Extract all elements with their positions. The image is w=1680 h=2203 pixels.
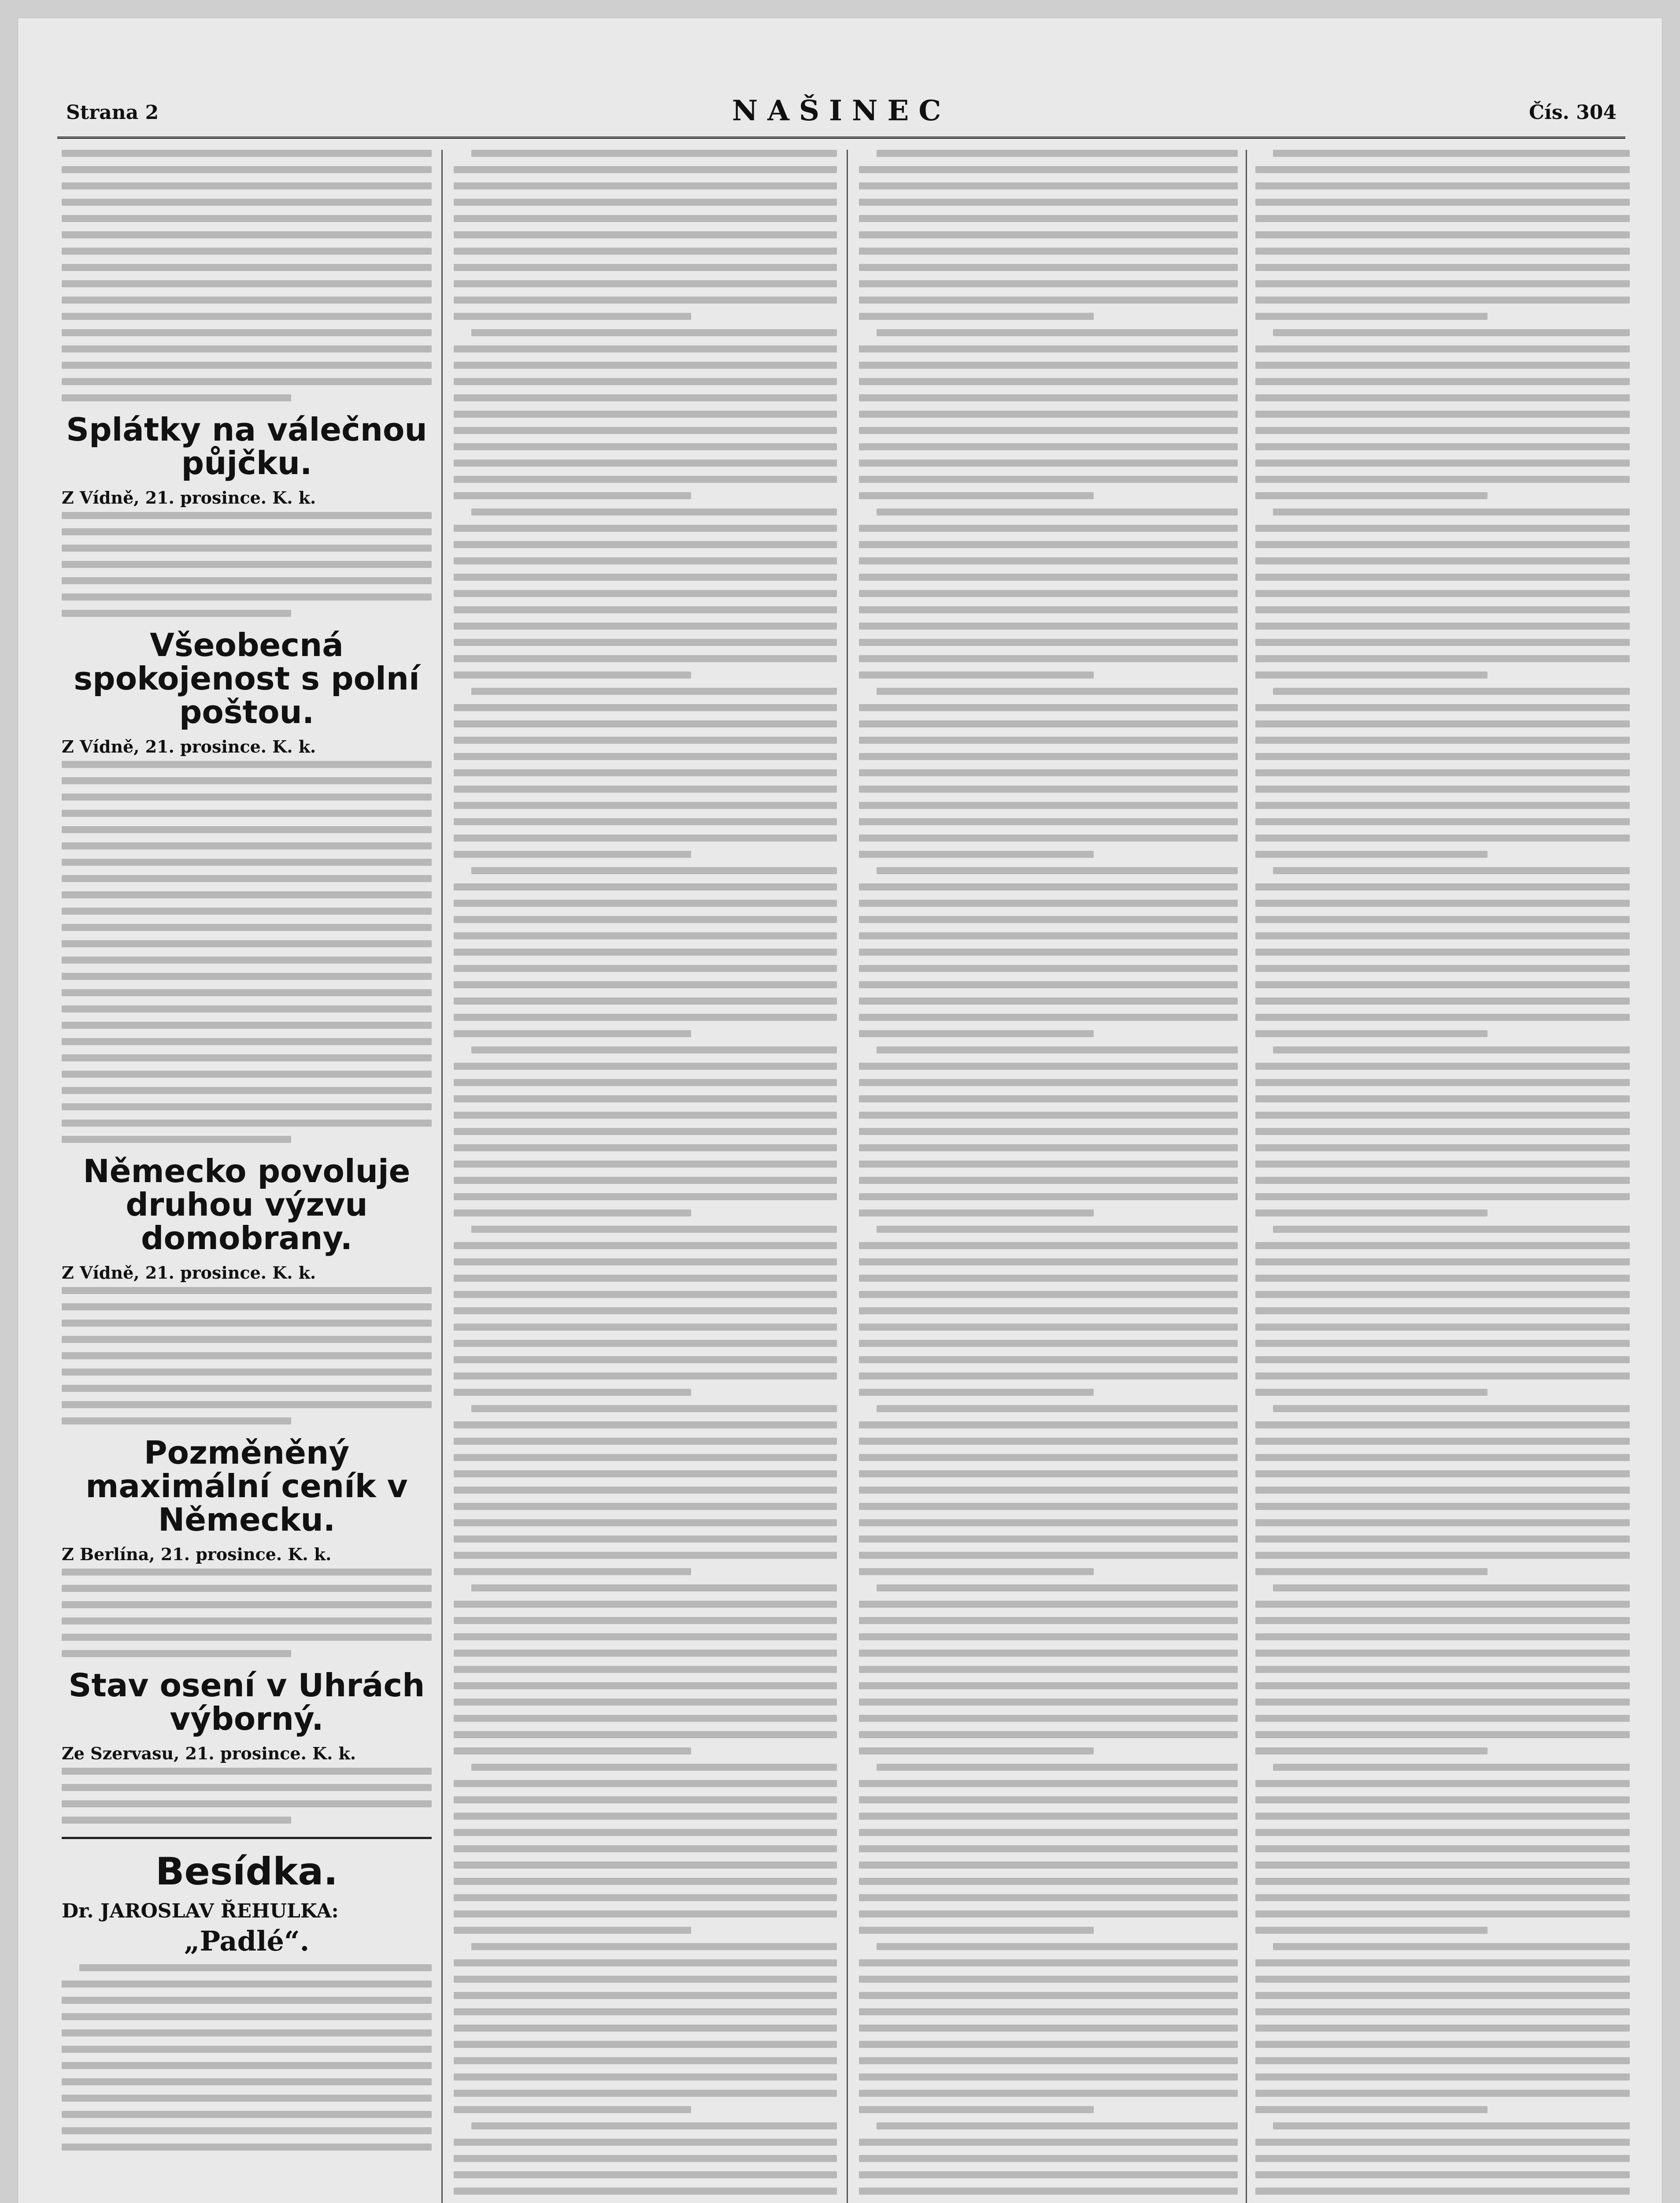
text-block bbox=[859, 150, 1238, 2203]
text-block bbox=[62, 1569, 432, 1657]
dateline: Z Berlína, 21. prosince. K. k. bbox=[62, 1544, 332, 1564]
headline: Stav osení v Uhrách výborný. bbox=[68, 1667, 425, 1737]
headline: Splátky na válečnou půjčku. bbox=[66, 411, 427, 482]
text-block bbox=[62, 1287, 432, 1424]
column-divider bbox=[1246, 150, 1247, 2203]
headline: Pozměněný maximální ceník v Německu. bbox=[85, 1434, 408, 1538]
issue-number: Čís. 304 bbox=[1529, 101, 1617, 124]
masthead: NAŠINEC bbox=[732, 94, 951, 127]
newspaper-page bbox=[18, 18, 1662, 2203]
text-block bbox=[62, 150, 432, 401]
column-divider bbox=[847, 150, 848, 2203]
dateline: Z Vídně, 21. prosince. K. k. bbox=[62, 737, 316, 757]
text-block bbox=[62, 512, 432, 617]
text-block bbox=[454, 150, 837, 2203]
column-3 bbox=[859, 150, 1238, 2203]
dateline: Ze Szervasu, 21. prosince. K. k. bbox=[62, 1743, 356, 1763]
column-1 bbox=[62, 150, 432, 2203]
headline: Všeobecná spokojenost s polní poštou. bbox=[74, 627, 420, 731]
dateline: Z Vídně, 21. prosince. K. k. bbox=[62, 488, 316, 508]
story-title: „Padlé“. bbox=[184, 1925, 310, 1957]
text-block bbox=[62, 1768, 432, 1824]
page-label: Strana 2 bbox=[66, 101, 159, 124]
section-heading: Besídka. bbox=[62, 1837, 432, 1894]
text-block bbox=[62, 761, 432, 1143]
column-4 bbox=[1255, 150, 1630, 2203]
column-divider bbox=[441, 150, 443, 2203]
author: Dr. JAROSLAV ŘEHULKA: bbox=[62, 1900, 339, 1922]
text-block bbox=[1255, 150, 1630, 2203]
dateline: Z Vídně, 21. prosince. K. k. bbox=[62, 1263, 316, 1283]
headline: Německo povoluje druhou výzvu domobrany. bbox=[83, 1153, 411, 1257]
page-header bbox=[57, 84, 1625, 139]
text-block bbox=[62, 1964, 432, 2151]
column-2 bbox=[454, 150, 837, 2203]
